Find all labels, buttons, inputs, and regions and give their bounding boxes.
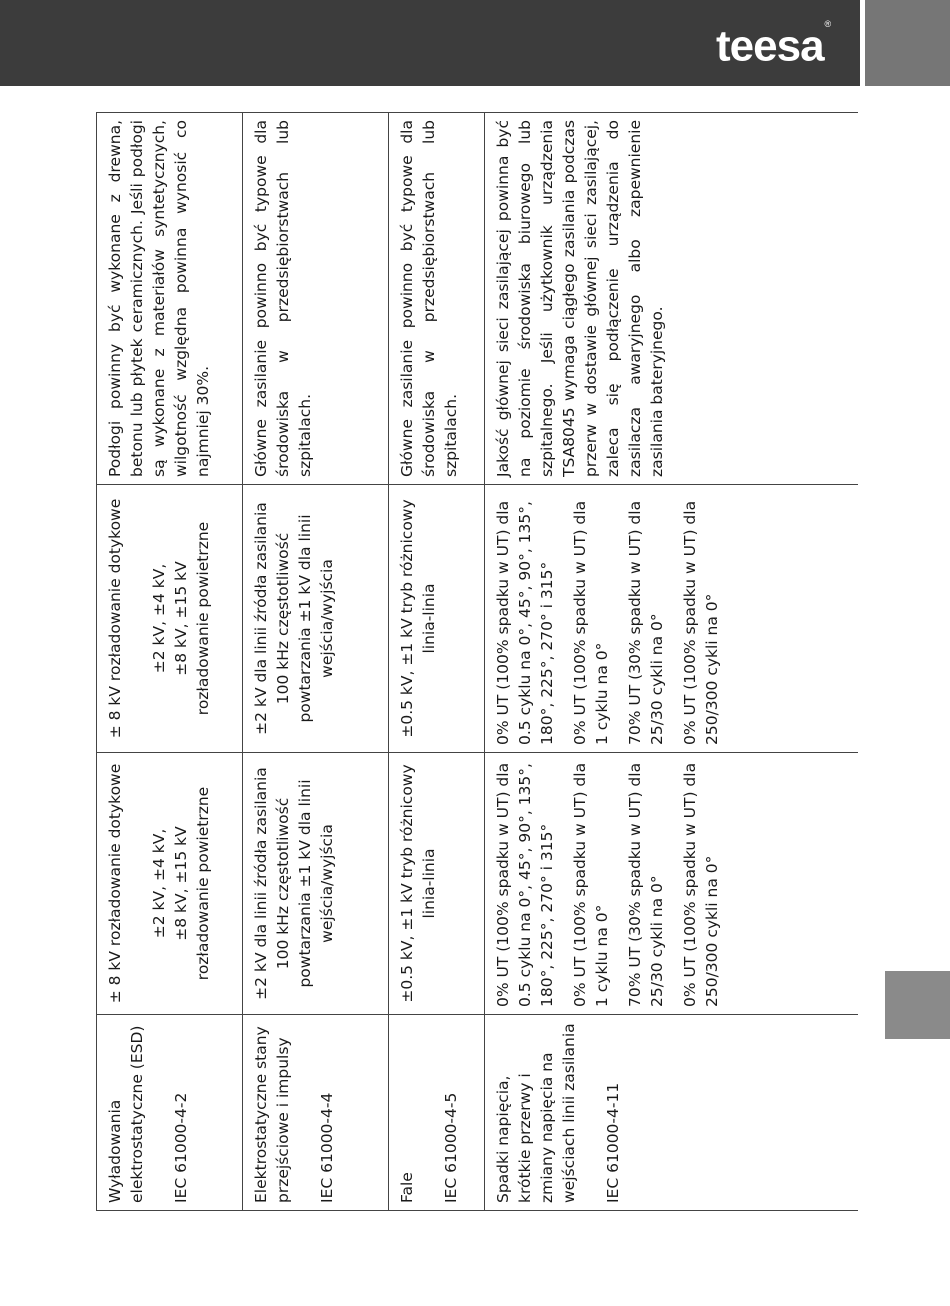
test-level-cell: 0% UT (100% spadku w UT) dla 0.5 cyklu na 0°, 45°, 90°, 135°, 180°, 225°, 270° i 315° 0% UT (100% spadku w UT) dla 1 cyklu na 0° 70% UT (30% spadku w UT) dla 25/30 cykli na 0° 0% UT (100% spadku w UT) dla 250/300 cykli na 0° — [485, 753, 859, 1015]
guidance-cell: Główne zasilanie powinno być typowe dla środowiska w przedsiębiorstwach lub szpitalach. — [243, 113, 389, 485]
guidance-cell: Jakość głównej sieci zasilającej powinna być na poziomie środowiska biurowego lub szpitalnego. Jeśli użytkownik urządzenia TSA8045 wymaga ciągłego zasilania podczas przerw w dostawie głównej sieci zasilającej, zaleca się podłączenie urządzenia do zasilacza awaryjnego albo zapewnienie zasilania bateryjnego. — [485, 113, 859, 485]
emc-immunity-table — [96, 112, 858, 1211]
phenomenon-cell: Wyładowania elektrostatyczne (ESD) IEC 61000-4-2 — [97, 1015, 243, 1211]
header-bar — [0, 0, 860, 86]
table-row — [97, 113, 243, 1211]
test-level-cell: ±2 kV dla linii źródła zasilania 100 kHz częstotliwość powtarzania ±1 kV dla linii wejścia/wyjścia — [243, 753, 389, 1015]
header-tab — [865, 0, 950, 86]
compliance-level-cell: 0% UT (100% spadku w UT) dla 0.5 cyklu na 0°, 45°, 90°, 135°, 180°, 225°, 270° i 315° 0% UT (100% spadku w UT) dla 1 cyklu na 0° 70% UT (30% spadku w UT) dla 25/30 cykli na 0° 0% UT (100% spadku w UT) dla 250/300 cykli na 0° — [485, 485, 859, 753]
test-level-cell: ± 8 kV rozładowanie dotykowe ±2 kV, ±4 kV, ±8 kV, ±15 kV rozładowanie powietrzne — [97, 753, 243, 1015]
guidance-cell: Główne zasilanie powinno być typowe dla środowiska w przedsiębiorstwach lub szpitalach. — [389, 113, 485, 485]
compliance-level-cell: ±2 kV dla linii źródła zasilania 100 kHz częstotliwość powtarzania ±1 kV dla linii wejścia/wyjścia — [243, 485, 389, 753]
test-level-cell: ±0.5 kV, ±1 kV tryb różnicowy linia-linia — [389, 753, 485, 1015]
teesa-logo: teesa® — [716, 19, 831, 71]
phenomenon-cell: Elektrostatyczne stany przejściowe i impulsy IEC 61000-4-4 — [243, 1015, 389, 1211]
compliance-level-cell: ±0.5 kV, ±1 kV tryb różnicowy linia-linia — [389, 485, 485, 753]
emc-table-container — [96, 112, 858, 1211]
guidance-cell: Podłogi powinny być wykonane z drewna, betonu lub płytek ceramicznych. Jeśli podłogi są wykonane z materiałów syntetycznych, wilgotność względna powinna wynosić co najmniej 30%. — [97, 113, 243, 485]
side-thumb-tab — [885, 971, 950, 1039]
table-row — [485, 113, 859, 1211]
phenomenon-cell: Fale IEC 61000-4-5 — [389, 1015, 485, 1211]
phenomenon-cell: Spadki napięcia, krótkie przerwy i zmiany napięcia na wejściach linii zasilania IEC 61000-4-11 — [485, 1015, 859, 1211]
compliance-level-cell: ± 8 kV rozładowanie dotykowe ±2 kV, ±4 kV, ±8 kV, ±15 kV rozładowanie powietrzne — [97, 485, 243, 753]
table-row — [389, 113, 485, 1211]
table-row — [243, 113, 389, 1211]
